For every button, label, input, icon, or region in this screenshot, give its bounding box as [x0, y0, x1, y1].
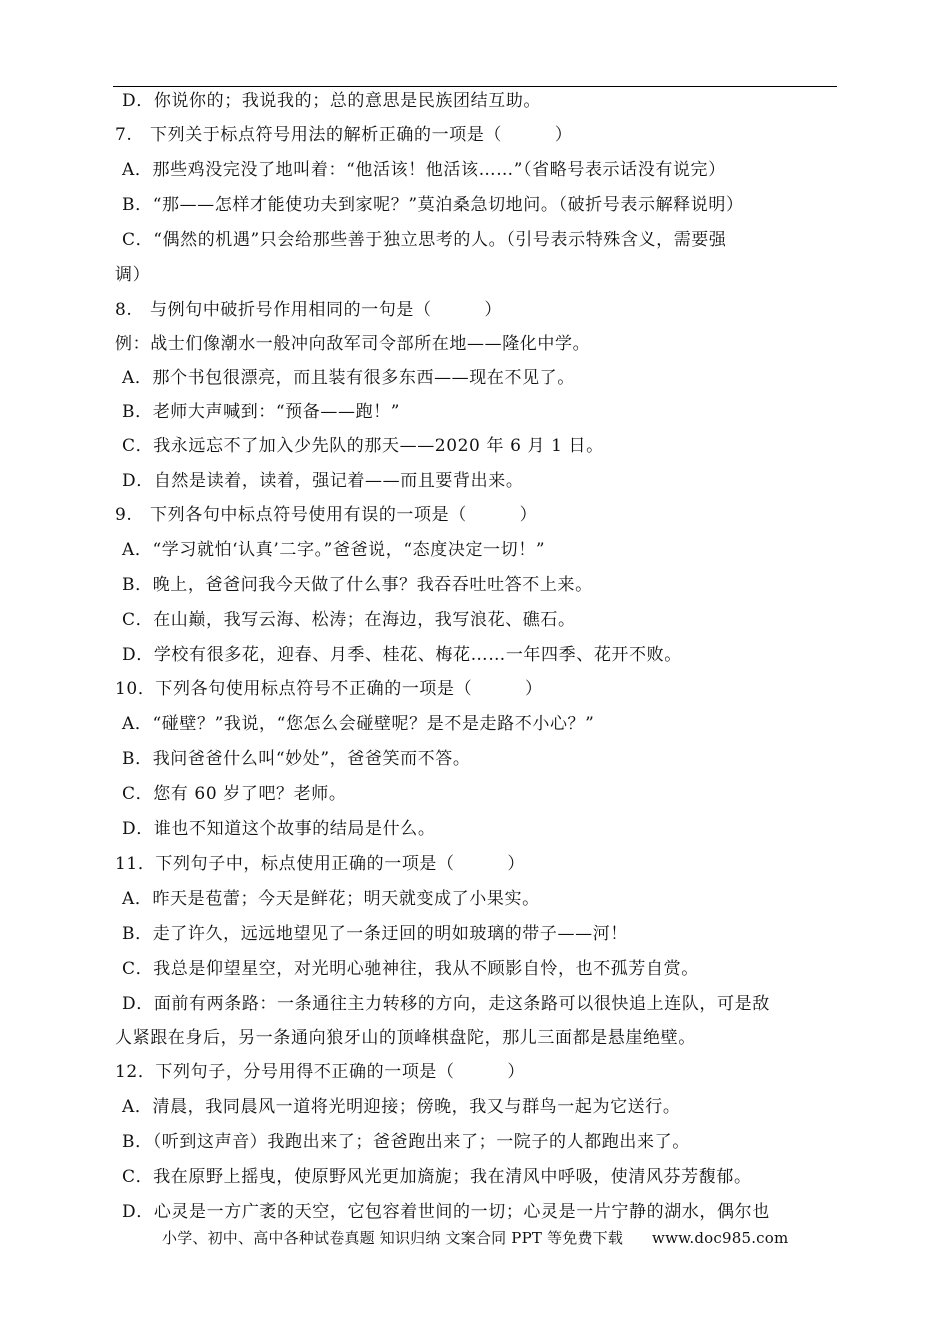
q9-stem: 9. 下列各句中标点符号使用有误的一项是（ ） — [115, 505, 538, 525]
footer-text: 小学、初中、高中各种试卷真题 知识归纳 文案合同 PPT 等免费下载 — [162, 1229, 624, 1247]
q8-example: 例：战士们像潮水一般冲向敌军司令部所在地——隆化中学。 — [115, 334, 591, 354]
q9-option-d: D．学校有很多花，迎春、月季、桂花、梅花……一年四季、花开不败。 — [122, 645, 682, 665]
header-rule — [113, 86, 837, 87]
q8-option-a: A．那个书包很漂亮，而且装有很多东西——现在不见了。 — [122, 368, 575, 388]
footer — [162, 1228, 788, 1248]
q12-stem: 12．下列句子，分号用得不正确的一项是（ ） — [115, 1062, 526, 1082]
q11-option-a: A．昨天是苞蕾；今天是鲜花；明天就变成了小果实。 — [122, 889, 540, 909]
q8-option-c: C．我永远忘不了加入少先队的那天——2020 年 6 月 1 日。 — [122, 436, 604, 456]
q8-option-d: D．自然是读着，读着，强记着——而且要背出来。 — [122, 471, 524, 491]
q11-option-c: C．我总是仰望星空，对光明心驰神往，我从不顾影自怜，也不孤芳自赏。 — [122, 959, 699, 979]
q9-option-c: C．在山巅，我写云海、松涛；在海边，我写浪花、礁石。 — [122, 610, 576, 630]
q10-option-b: B．我问爸爸什么叫“妙处”，爸爸笑而不答。 — [122, 749, 471, 769]
q7-option-c: C．“偶然的机遇”只会给那些善于独立思考的人。（引号表示特殊含义，需要强 — [122, 230, 727, 250]
q7-option-b: B．“那——怎样才能使功夫到家呢？”莫泊桑急切地问。（破折号表示解释说明） — [122, 195, 744, 215]
q11-option-b: B．走了许久，远远地望见了一条迂回的明如玻璃的带子——河！ — [122, 924, 628, 944]
q9-option-b: B．晚上，爸爸问我今天做了什么事？我吞吞吐吐答不上来。 — [122, 575, 593, 595]
q7-option-c-continued: 调） — [115, 265, 151, 285]
q7-option-a: A．那些鸡没完没了地叫着：“他活该！他活该……”（省略号表示话没有说完） — [122, 160, 726, 180]
q7-stem: 7. 下列关于标点符号用法的解析正确的一项是（ ） — [115, 125, 573, 145]
footer-url-link[interactable]: www.doc985.com — [652, 1229, 789, 1247]
q9-option-a: A．“学习就怕‘认真’二字。”爸爸说，“态度决定一切！” — [122, 540, 546, 560]
q12-option-c: C．我在原野上摇曳，使原野风光更加旖旎；我在清风中呼吸，使清风芬芳馥郁。 — [122, 1167, 752, 1187]
q10-option-d: D．谁也不知道这个故事的结局是什么。 — [122, 819, 436, 839]
q8-stem: 8. 与例句中破折号作用相同的一句是（ ） — [115, 300, 503, 320]
q10-stem: 10．下列各句使用标点符号不正确的一项是（ ） — [115, 679, 543, 699]
q12-option-a: A．清晨，我同晨风一道将光明迎接；傍晚，我又与群鸟一起为它送行。 — [122, 1097, 681, 1117]
q8-option-b: B．老师大声喊到：“预备——跑！” — [122, 402, 401, 422]
q12-option-b: B．（听到这声音）我跑出来了；爸爸跑出来了；一院子的人都跑出来了。 — [122, 1132, 690, 1152]
q6-option-d: D．你说你的；我说我的；总的意思是民族团结互助。 — [122, 91, 542, 111]
q12-option-d: D．心灵是一方广袤的天空，它包容着世间的一切；心灵是一片宁静的湖水，偶尔也 — [122, 1202, 770, 1222]
q11-option-d-continued: 人紧跟在身后，另一条通向狼牙山的顶峰棋盘陀，那儿三面都是悬崖绝壁。 — [115, 1028, 696, 1048]
q11-option-d: D．面前有两条路：一条通往主力转移的方向，走这条路可以很快追上连队，可是敌 — [122, 994, 770, 1014]
q11-stem: 11．下列句子中，标点使用正确的一项是（ ） — [115, 854, 526, 874]
q10-option-c: C．您有 60 岁了吧？老师。 — [122, 784, 347, 804]
q10-option-a: A．“碰壁？”我说，“您怎么会碰壁呢？是不是走路不小心？” — [122, 714, 595, 734]
